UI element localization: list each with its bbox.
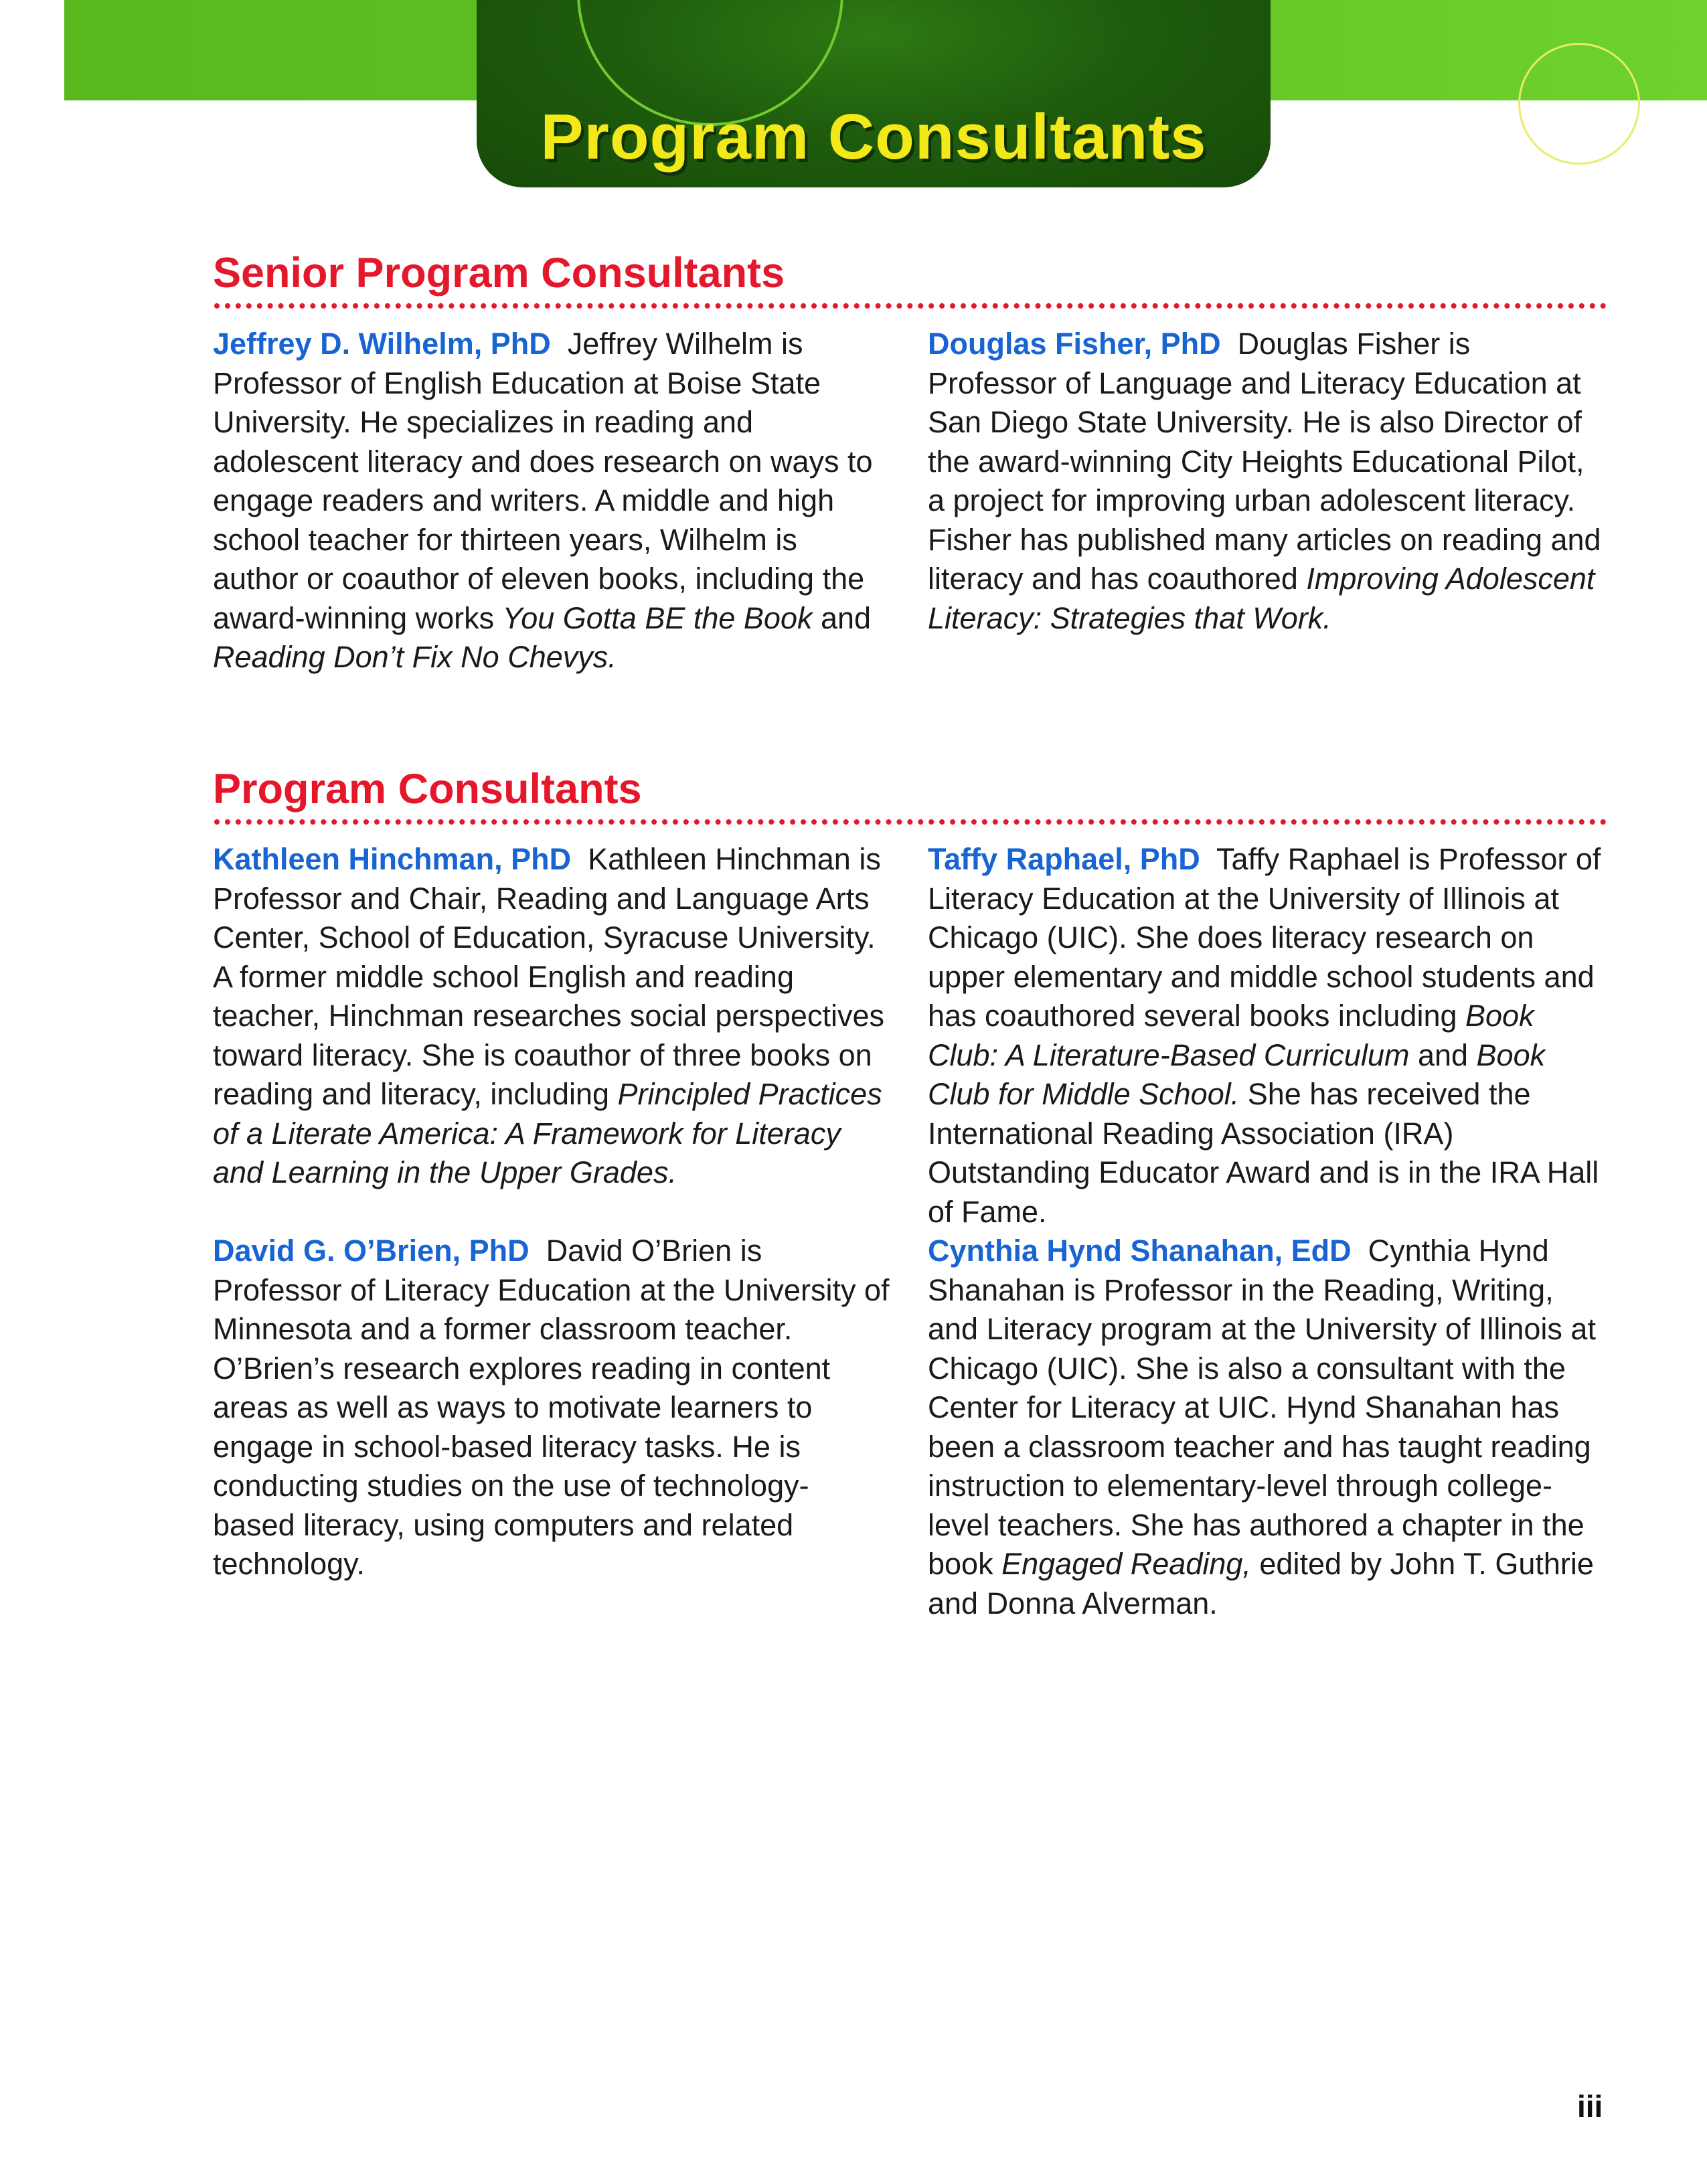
- book-title: You Gotta BE the Book: [502, 600, 813, 635]
- program-consultants-heading: Program Consultants: [213, 766, 642, 813]
- consultant-bio: Cynthia Hynd Shanahan is Professor in the Reading, Writing, and Literacy program at the University of Illinois at Chicago (UIC). She is also a consultant with the Center for Literacy at UIC. Hynd Shanahan has been a classroom teacher and has taught reading instruction to elementary-level through college-level teachers. She has authored a chapter in the book: [928, 1234, 1596, 1581]
- book-title: Book Club: A Literature-Based Curriculum: [928, 999, 1534, 1072]
- senior-consultants-heading: Senior Program Consultants: [213, 250, 785, 297]
- decorative-circle: [1518, 43, 1640, 165]
- consultant-bio: and: [812, 600, 872, 635]
- book-title: Book Club for Middle School.: [928, 1037, 1546, 1111]
- consultant-entry-wilhelm: [213, 325, 890, 677]
- book-title: Improving Adolescent Literacy: Strategies that Work.: [928, 562, 1595, 635]
- consultant-entry-obrien: [213, 1232, 890, 1584]
- consultant-name: Taffy Raphael, PhD: [928, 842, 1200, 876]
- senior-consultants-divider: [214, 303, 1607, 309]
- consultant-bio: edited by John T. Guthrie and Donna Alverman.: [928, 1547, 1594, 1620]
- book-title: Reading Don’t Fix No Chevys.: [213, 640, 617, 674]
- consultant-entry-raphael: [928, 840, 1605, 1232]
- consultant-name: Cynthia Hynd Shanahan, EdD: [928, 1234, 1352, 1268]
- consultant-name: Kathleen Hinchman, PhD: [213, 842, 572, 876]
- consultant-name: David G. O’Brien, PhD: [213, 1234, 530, 1268]
- consultant-bio: She has received the International Reading Association (IRA) Outstanding Educator Award and is in the IRA Hall of Fame.: [928, 1077, 1599, 1229]
- consultant-bio: Douglas Fisher is Professor of Language and Literacy Education at San Diego State University. He is also Director of the award-winning City Heights Educational Pilot, a project for improving urban adolescent literacy. Fisher has published many articles on reading and literacy and has coauthored: [928, 327, 1601, 596]
- consultant-entry-fisher: [928, 325, 1605, 638]
- consultant-bio: Kathleen Hinchman is Professor and Chair, Reading and Language Arts Center, School of Education, Syracuse University. A former middle school English and reading teacher, Hinchman researches social perspectives toward literacy. She is coauthor of three books on reading and literacy, including: [213, 842, 884, 1111]
- consultant-bio: Jeffrey Wilhelm is Professor of English Education at Boise State University. He specializes in reading and adolescent literacy and does research on ways to engage readers and writers. A middle and high school teacher for thirteen years, Wilhelm is author or coauthor of eleven books, including the award-winning works: [213, 327, 873, 635]
- consultant-bio: Taffy Raphael is Professor of Literacy Education at the University of Illinois at Chicago (UIC). She does literacy research on upper elementary and middle school students and has coauthored several books including: [928, 842, 1601, 1033]
- consultant-bio: and: [1409, 1037, 1477, 1072]
- program-consultants-divider: [214, 819, 1607, 825]
- page-number: iii: [1577, 2089, 1603, 2124]
- consultant-entry-hinchman: [213, 840, 890, 1193]
- page-title: Program Consultants: [540, 101, 1207, 173]
- title-tab: [477, 0, 1271, 187]
- consultant-name: Douglas Fisher, PhD: [928, 327, 1221, 361]
- book-title: Principled Practices of a Literate America: A Framework for Literacy and Learning in the Upper Grades.: [213, 1077, 882, 1189]
- book-title: Engaged Reading,: [1001, 1547, 1251, 1581]
- consultant-bio: David O’Brien is Professor of Literacy Education at the University of Minnesota and a former classroom teacher. O’Brien’s research explores reading in content areas as well as ways to motivate learners to engage in school-based literacy tasks. He is conducting studies on the use of technology-based literacy, using computers and related technology.: [213, 1234, 890, 1581]
- consultant-name: Jeffrey D. Wilhelm, PhD: [213, 327, 551, 361]
- consultant-entry-shanahan: [928, 1232, 1605, 1623]
